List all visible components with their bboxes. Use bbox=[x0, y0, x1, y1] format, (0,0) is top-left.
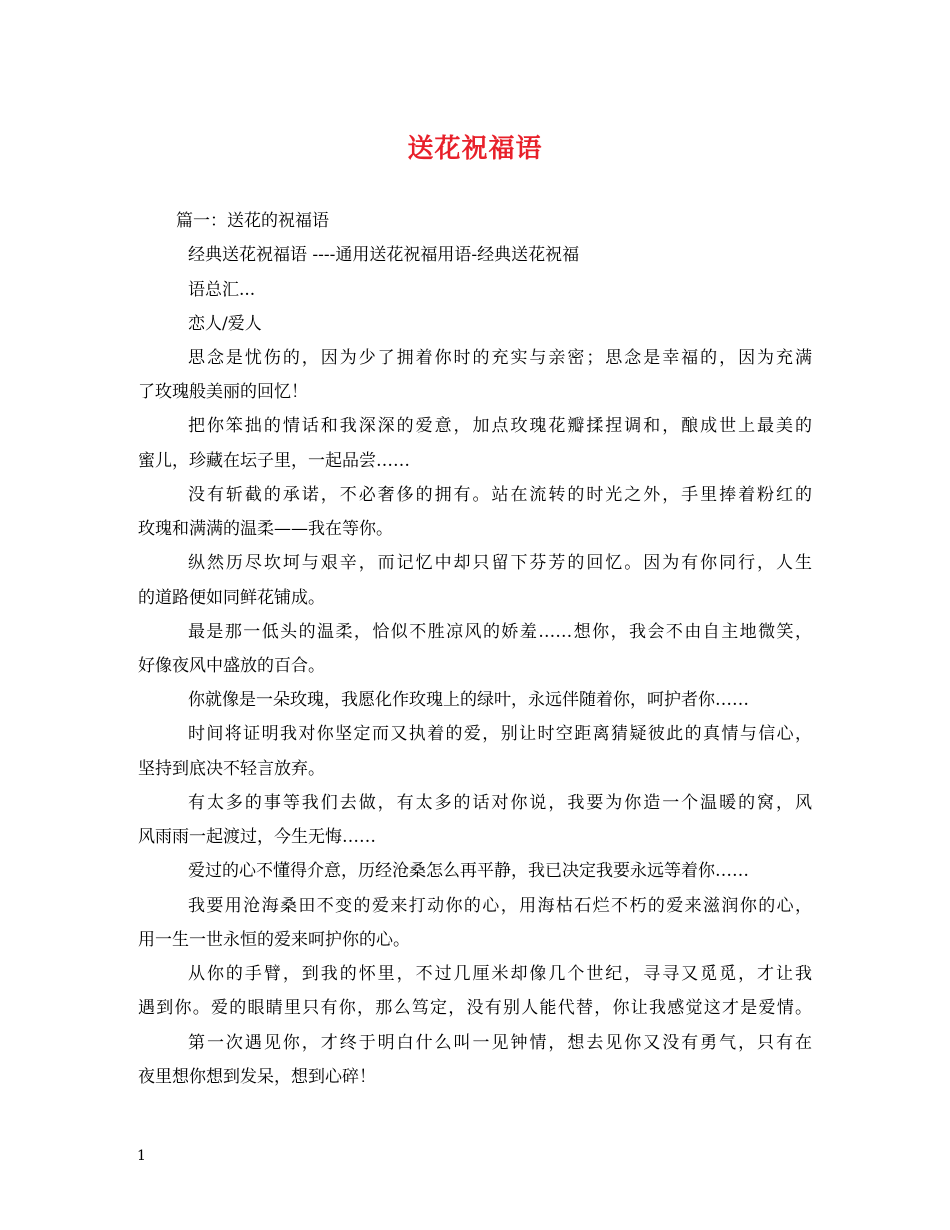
text-line: 经典送花祝福语 ----通用送花祝福用语-经典送花祝福 bbox=[188, 245, 580, 265]
paragraph-line: 遇到你。爱的眼睛里只有你，那么笃定，没有别人能代替，你让我感觉这才是爱情。 bbox=[138, 998, 812, 1018]
paragraph-line: 有太多的事等我们去做，有太多的话对你说，我要为你造一个温暖的窝，风 bbox=[188, 793, 812, 813]
paragraph-line: 从你的手臂，到我的怀里，不过几厘米却像几个世纪，寻寻又觅觅，才让我 bbox=[188, 964, 812, 984]
paragraph-line: 时间将证明我对你坚定而又执着的爱，别让时空距离猜疑彼此的真情与信心， bbox=[188, 724, 812, 744]
paragraph-line: 最是那一低头的温柔，恰似不胜凉风的娇羞……想你，我会不由自主地微笑， bbox=[188, 622, 812, 642]
paragraph-line: 蜜儿，珍藏在坛子里，一起品尝…… bbox=[138, 451, 410, 471]
paragraph-line: 你就像是一朵玫瑰，我愿化作玫瑰上的绿叶，永远伴随着你，呵护者你…… bbox=[188, 690, 749, 710]
page-title: 送花祝福语 bbox=[407, 134, 543, 164]
paragraph-line: 了玫瑰般美丽的回忆！ bbox=[138, 382, 308, 402]
paragraph-line: 风雨雨一起渡过，今生无悔…… bbox=[138, 827, 376, 847]
text-line: 恋人/爱人 bbox=[188, 314, 262, 334]
paragraph-line: 我要用沧海桑田不变的爱来打动你的心，用海枯石烂不朽的爱来滋润你的心， bbox=[188, 896, 812, 916]
paragraph-line: 没有斩截的承诺，不必奢侈的拥有。站在流转的时光之外，手里捧着粉红的 bbox=[188, 485, 812, 505]
section-heading: 篇一：送花的祝福语 bbox=[176, 211, 329, 231]
paragraph-line: 纵然历尽坎坷与艰辛，而记忆中却只留下芬芳的回忆。因为有你同行，人生 bbox=[188, 553, 812, 573]
paragraph-line: 把你笨拙的情话和我深深的爱意，加点玫瑰花瓣揉捏调和，酿成世上最美的 bbox=[188, 416, 812, 436]
paragraph-line: 思念是忧伤的，因为少了拥着你时的充实与亲密；思念是幸福的，因为充满 bbox=[188, 348, 812, 368]
paragraph-line: 爱过的心不懂得介意，历经沧桑怎么再平静，我已决定我要永远等着你…… bbox=[188, 861, 749, 881]
paragraph-line: 的道路便如同鲜花铺成。 bbox=[138, 588, 325, 608]
text-line: 语总汇... bbox=[188, 280, 256, 300]
paragraph-line: 玫瑰和满满的温柔——我在等你。 bbox=[138, 519, 393, 539]
paragraph-line: 夜里想你想到发呆，想到心碎！ bbox=[138, 1067, 376, 1087]
page-number: 1 bbox=[137, 1148, 146, 1164]
paragraph-line: 用一生一世永恒的爱来呵护你的心。 bbox=[138, 930, 410, 950]
paragraph-line: 坚持到底决不轻言放弃。 bbox=[138, 759, 325, 779]
paragraph-line: 好像夜风中盛放的百合。 bbox=[138, 656, 325, 676]
paragraph-line: 第一次遇见你，才终于明白什么叫一见钟情，想去见你又没有勇气，只有在 bbox=[188, 1033, 812, 1053]
